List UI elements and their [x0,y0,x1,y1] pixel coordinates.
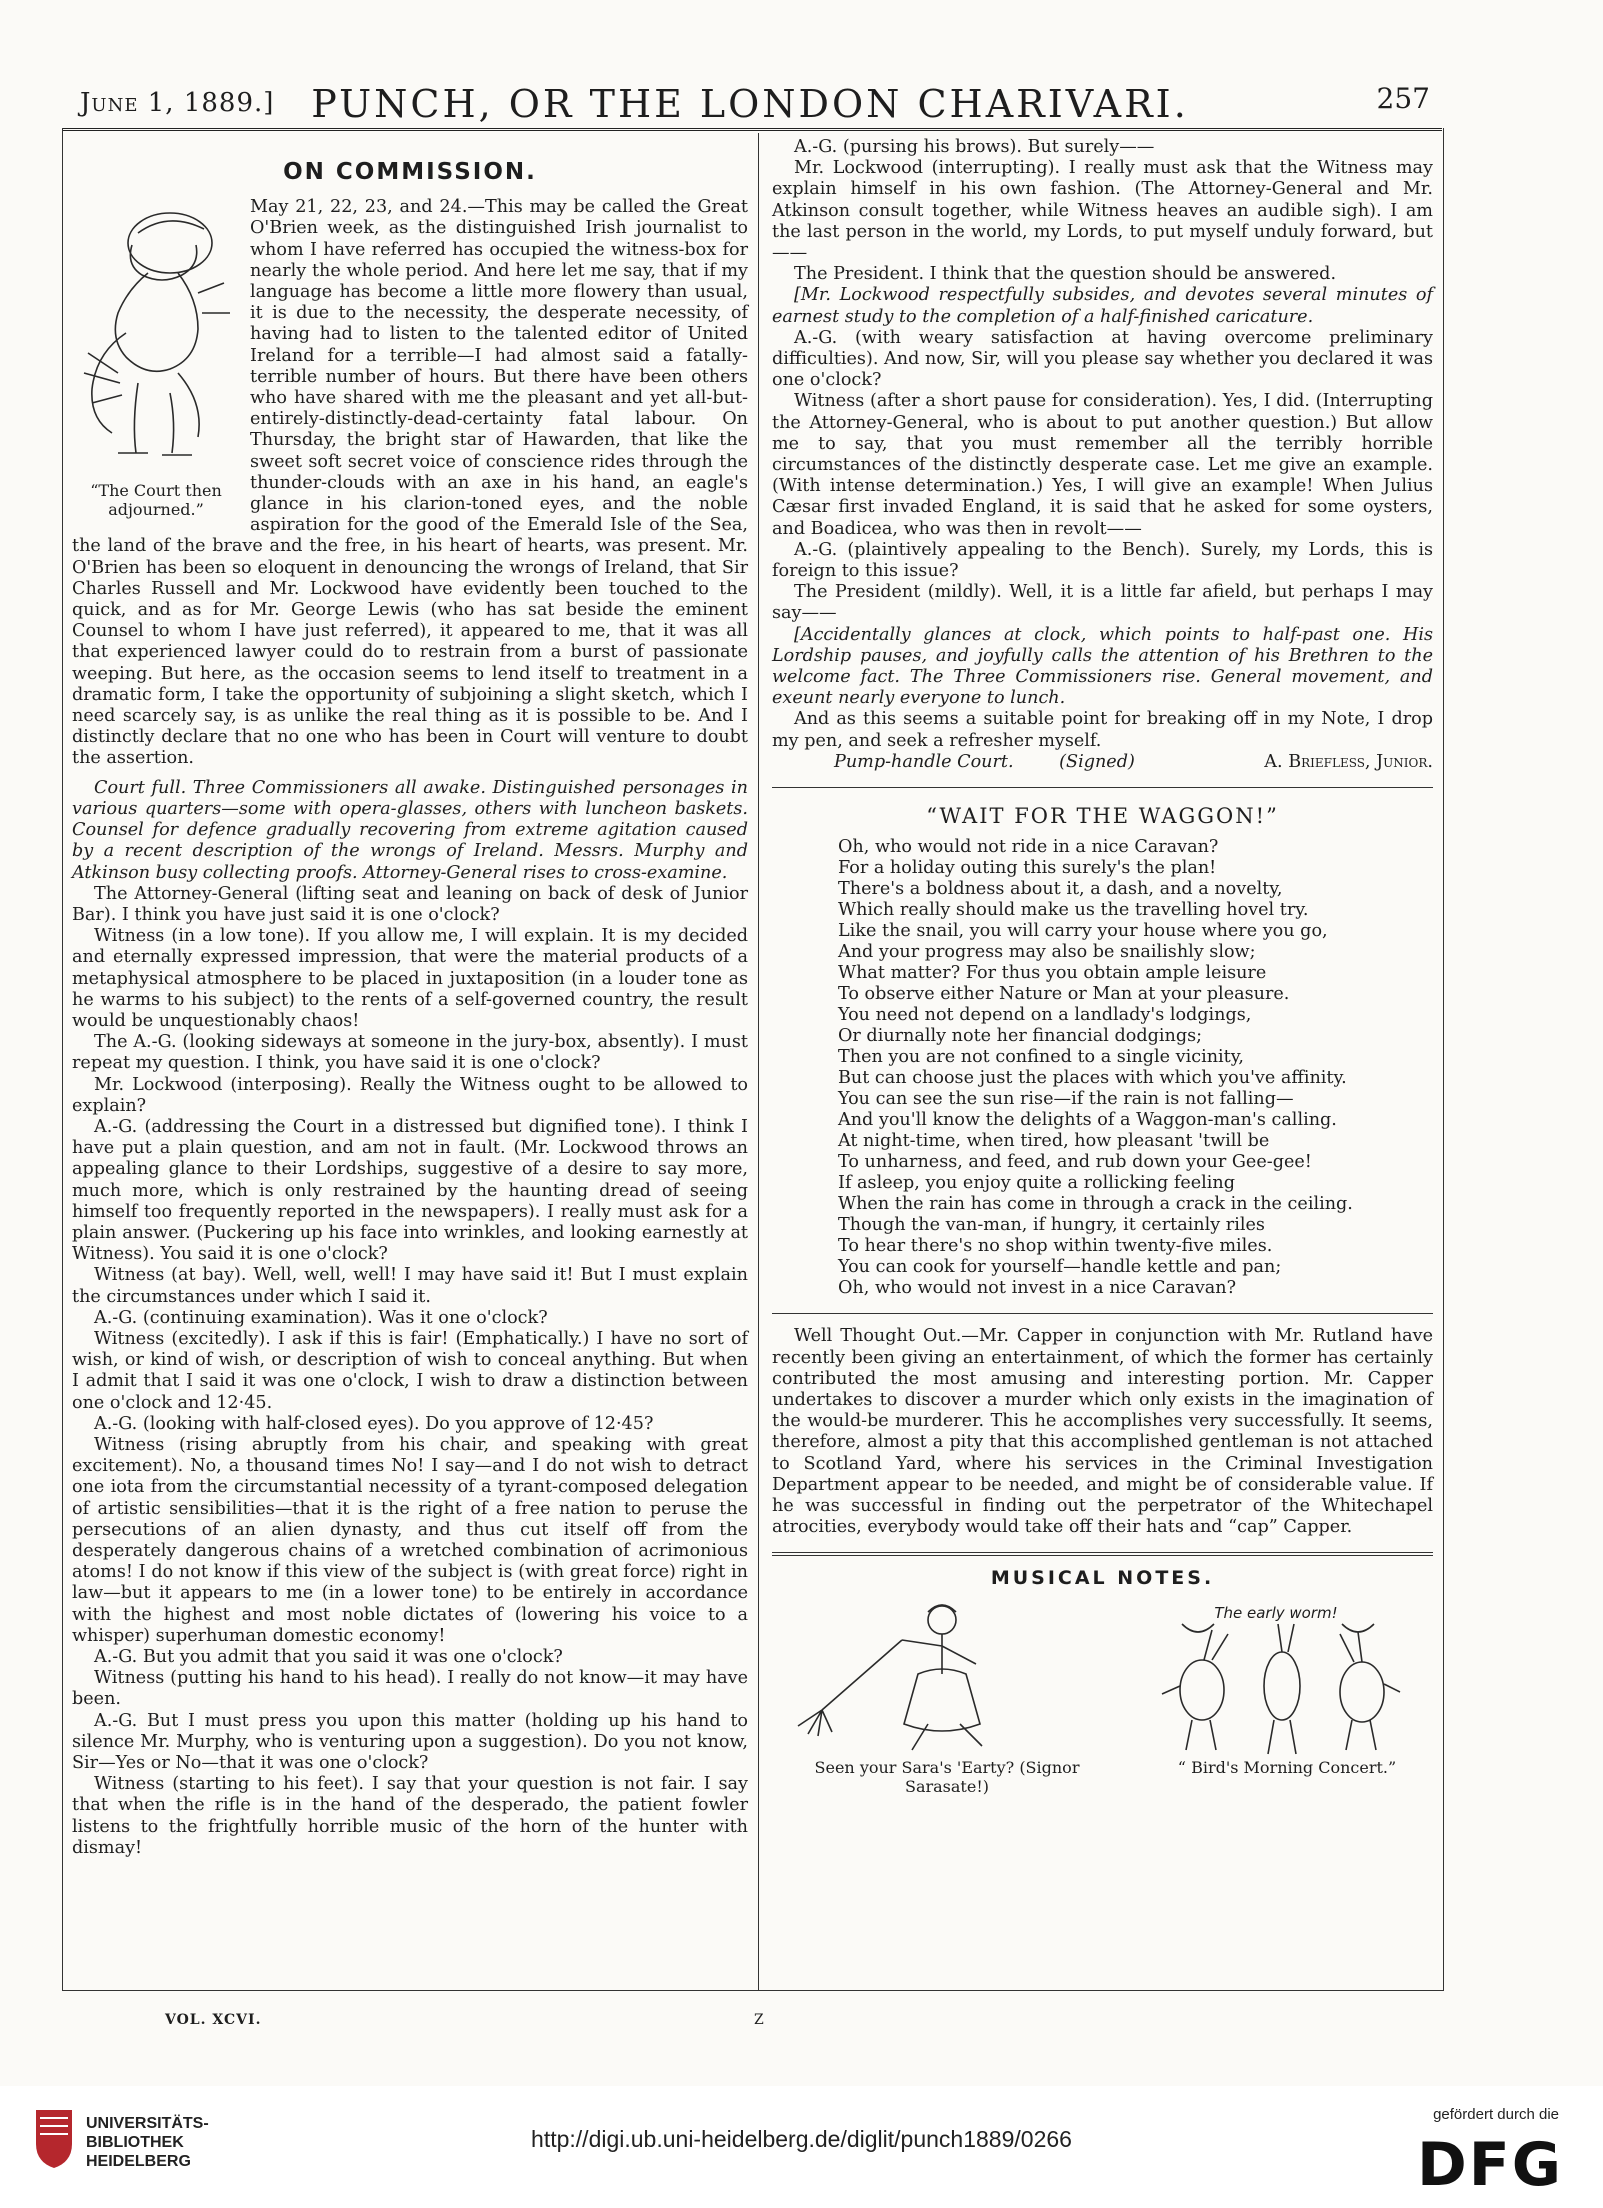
dialogue-line: Mr. Lockwood (interrupting). I really must ask that the Witness may explain himself in his own fashion. (The Attorney-General and Mr. Atkinson consult together, while Witness heaves an audible sigh). I am the last person in the world, my Lords, to put myself unduly forward, but—— [772,158,1433,264]
poem-line: Or diurnally note her financial dodgings; [838,1026,1203,1047]
page-footer [0,2000,1603,2040]
dialogue-line: Witness (starting to his feet). I say that your question is not fair. I say that when the rifle is in the hand of the desperado, the patient fowler listens to the frightfully horrible music of the horn of the hunter with dismay! [72,1774,748,1858]
poem-line: You need not depend on a landlady's lodgings, [838,1005,1252,1026]
court-woman-illustration [78,203,234,473]
mop-dancer-illustration [782,1598,1102,1758]
section-rule [772,787,1433,788]
poem-line: At night-time, when tired, how pleasant 'twill be [838,1131,1270,1152]
page-header [60,82,1440,130]
musical-caption-right: “ Bird's Morning Concert.” [1177,1757,1397,1777]
dialogue-line: The A.-G. (looking sideways at someone in the jury-box, absently). I must repeat my question. I think, you have said it is one o'clock? [72,1032,748,1074]
dialogue-line: Witness (in a low tone). If you allow me, I will explain. It is my decided and eternally expressed impression, that were the material products of a metaphysical atmosphere to be placed in juxtaposition (in a louder tone as he warms to his subject) to the rents of a self-governed country, the result would be unquestionably chaos! [72,926,748,1031]
dialogue-line: The Attorney-General (lifting seat and leaning on back of desk of Junior Bar). I think you have just said it is one o'clock? [72,883,748,925]
poem-line: You can cook for yourself—handle kettle and pan; [838,1257,1282,1278]
dialogue-line: A.-G. (addressing the Court in a distressed but dignified tone). I think I have put a plain question, and am not in fault. (Mr. Lockwood throws an appealing glance to their Lordships, suggestive of a desire to say more, much more, which is only restrained by the haunting dread of seeing himself too frequently reported in the newspapers). I really must ask for a plain answer. (Puckering up his face into wrinkles, and looking earnestly at Witness). You said it is one o'clock? [72,1116,748,1265]
poem-line: And you'll know the delights of a Waggon-man's calling. [838,1110,1337,1131]
poem-line: For a holiday outing this surely's the plan! [838,858,1217,879]
musical-notes-title: MUSICAL NOTES. [990,1567,1215,1590]
stage-direction: [Accidentally glances at clock, which points to half-past one. His Lordship pauses, and joyfully calls the attention of his Brethren to the welcome fact. The Three Commissioners rise. General movement, and exeunt nearly everyone to lunch. [772,624,1433,709]
early-worm-banner: The early worm! [1214,1603,1338,1622]
poem-line: Then you are not confined to a single vicinity, [838,1047,1244,1068]
poem-title: “WAIT FOR THE WAGGON!” [926,804,1279,829]
dialogue-line: A.-G. (looking with half-closed eyes). Do you approve of 12·45? [94,1413,654,1434]
closing-paragraph: And as this seems a suitable point for breaking off in my Note, I drop my pen, and seek a refresher myself. [772,709,1433,751]
poem-line: What matter? For thus you obtain ample leisure [838,963,1267,984]
page-number: 257 [1376,82,1430,115]
poem-line: If asleep, you enjoy quite a rollicking feeling [838,1173,1236,1194]
figure-caption: “The Court then adjourned.” [90,481,222,520]
poem-line: And your progress may also be snailishly slow; [838,942,1256,963]
poem-line: Oh, who would not invest in a nice Caravan? [838,1278,1237,1299]
dialogue-line: Witness (excitedly). I ask if this is fair! (Emphatically.) I have no sort of wish, or kind of wish, or description of wish to conceal anything. But when I admit that I said it was one o'clock, I wish to draw a distinction between one o'clock and 12·45. [72,1328,748,1413]
left-column [72,156,748,1859]
court-figure [72,199,240,519]
poem-body [838,837,1433,1299]
poem-line: Oh, who would not ride in a nice Caravan? [838,837,1219,858]
musical-notes-cartoons [772,1598,1433,1798]
dialogue-line: Witness (at bay). Well, well, well! I may have said it! But I must explain the circumstances under which I said it. [72,1265,748,1307]
dialogue-line: A.-G. (plaintively appealing to the Bench). Surely, my Lords, this is foreign to this issue? [772,539,1433,582]
dialogue-line: The President (mildly). Well, it is a little far afield, but perhaps I may say—— [772,582,1433,624]
poem-line: When the rain has come in through a crack in the ceiling. [838,1194,1353,1215]
volume-number: VOL. XCVI. [165,2012,262,2028]
poem-line: Which really should make us the travelling hovel try. [838,900,1309,921]
dfg-logo: DFG [1416,2130,1563,2200]
right-column [772,137,1433,1798]
library-banner [0,2086,1603,2208]
section-rule [772,1313,1433,1314]
dialogue-line: The President. I think that the question should be answered. [794,264,1337,285]
poem-line: To observe either Nature or Man at your pleasure. [838,984,1290,1005]
musical-caption-left: Seen your Sara's 'Earty? (Signor Sarasate!) [814,1757,1080,1796]
dialogue-line: A.-G. (pursing his brows). But surely—— [794,137,1155,157]
dialogue-line: A.-G. But I must press you upon this matter (holding up his hand to silence Mr. Murphy, who is venturing upon a suggestion). Do you not know, Sir—Yes or No—that it was one o'clock? [72,1710,748,1774]
poem-line: Like the snail, you will carry your house where you go, [838,921,1328,942]
publication-title: PUNCH, OR THE LONDON CHARIVARI. [311,82,1189,126]
poem-line: There's a boldness about it, a dash, and a novelty, [838,879,1283,900]
permalink[interactable]: http://digi.ub.uni-heidelberg.de/diglit/punch1889/0266 [531,2126,1072,2152]
funded-by-label: gefördert durch die [1433,2106,1559,2123]
signature-mark: Z [754,2012,764,2028]
dialogue-line: Witness (putting his hand to his head). I really do not know—it may have been. [72,1668,748,1710]
library-name: UNIVERSITÄTS- BIBLIOTHEK HEIDELBERG [86,2115,209,2170]
intro-paragraph [72,197,748,769]
dialogue-line: Mr. Lockwood (interposing). Really the Witness ought to be allowed to explain? [72,1074,748,1116]
dialogue-line: Witness (rising abruptly from his chair, and speaking with great excitement). No, a thousand times No! I say—and I do not wish to detract one iota from the circumstantial necessity of a tyrant-composed delegation of artistic sensibilities—that it is the right of a free nation to peruse the persecutions of an alien dynasty, and thus cut itself off from the desperately dangerous chains of a wretched combination of acrimonious atoms! I do not know if this view of the subject is (with great force) right in law—but it appears to me (in a lower tone) to be entirely in accordance with the highest and most noble dictates of (lowering his voice to a whisper) superhuman domestic economy! [72,1434,748,1646]
intro-text: May 21, 22, 23, and 24.—This may be called the Great O'Brien week, as the distinguished Irish journalist to whom I have referred has occupied the witness-box for nearly the whole period. And here let me say, that if my language has become a little more flowery than usual, it is due to the necessity, the desperate necessity, of having had to listen to the talented editor of United Ireland for a terrible—I had almost said a fatally-terrible number of hours. But there have been others who have shared with me the pleasant and yet all-but-entirely-distinctly-dead-certainty fatal labour. On Thursday, the bright star of Hawarden, that like the sweet soft secret voice of conscience rides through the thunder-clouds with an axe in his hand, an eagle's glance in his clarion-toned eyes, and the noble aspiration for the good of the Emerald Isle of the Sea, the land of the brave and the free, in his heart of hearts, was present. Mr. O'Brien has been so eloquent in denouncing the wrongs of Ireland, that Sir Charles Russell and Mr. Lockwood have evidently been touched to the quick, and as for Mr. George Lewis (who has sat beside the eminent Counsel to whom I have just referred), it appeared to me, that it was all that experienced lawyer could do to restrain from a burst of passionate weeping. But here, as the occasion seems to lend itself to treatment in a dramatic form, I take the opportunity of subjoining a slight sketch, which I need scarcely say, is as unlike the real thing as it is possible to be. And I distinctly declare that no one who has been in Court will venture to doubt the assertion. [72,197,748,769]
column-divider [758,133,759,1990]
dialogue-line: A.-G. (with weary satisfaction at having overcome preliminary difficulties). And now, Sir, will you please say whether you declared it was one o'clock? [772,327,1433,391]
section-double-rule [772,1552,1433,1556]
article-title: ON COMMISSION. [283,159,537,185]
signature-place: Pump-handle Court. [834,751,1014,772]
signature-signed: (Signed) [1059,751,1135,772]
poem-line: Though the van-man, if hungry, it certainly riles [838,1215,1265,1236]
dialogue-line: A.-G. (continuing examination). Was it one o'clock? [94,1307,548,1328]
issue-date: June 1, 1889.] [80,88,275,118]
dialogue-line: Witness (after a short pause for consideration). Yes, I did. (Interrupting the Attorney-General, who is about to put another question.) But allow me to say, that you must remember all the terribly horrible circumstances of the distinctly desperate case. Let me give an example. (With intense determination.) Yes, I will give an example! When Julius Cæsar first invaded England, it is said that he asked for some oysters, and Boadicea, who was then in revolt—— [772,391,1433,539]
dialogue-line: A.-G. But you admit that you said it was one o'clock? [94,1647,563,1668]
poem-line: To unharness, and feed, and rub down your Gee-gee! [838,1152,1312,1173]
poem-line: But can choose just the places with which you've affinity. [838,1068,1347,1089]
birds-illustration [1142,1620,1422,1760]
stage-direction: [Mr. Lockwood respectfully subsides, and devotes several minutes of earnest study to the completion of a half-finished caricature. [772,285,1433,327]
stage-direction: Court full. Three Commissioners all awake. Distinguished personages in various quarters—some with opera-glasses, others with luncheon baskets. Counsel for defence gradually recovering from extreme agitation caused by a recent description of the wrongs of Ireland. Messrs. Murphy and Atkinson busy collecting proofs. Attorney-General rises to cross-examine. [72,777,748,883]
signature-name: A. Briefless, Junior. [1264,751,1433,772]
well-thought-out-paragraph: Well Thought Out.—Mr. Capper in conjunction with Mr. Rutland have recently been giving an entertainment, of which the former has certainly contributed the most amusing and interesting portion. Mr. Capper undertakes to discover a murder which only exists in the imagination of the would-be murderer. This he accomplishes very successfully. It seems, therefore, almost a pity that this accomplished gentleman is not attached to Scotland Yard, where his services in the Criminal Investigation Department appear to be needed, and might be of considerable value. If he was successful in finding out the perpetrator of the Whitechapel atrocities, everybody would take off their hats and “cap” Capper. [772,1326,1433,1538]
poem-line: To hear there's no shop within twenty-five miles. [838,1236,1273,1257]
poem-line: You can see the sun rise—if the rain is not falling— [838,1089,1294,1110]
signature-line [772,752,1433,773]
